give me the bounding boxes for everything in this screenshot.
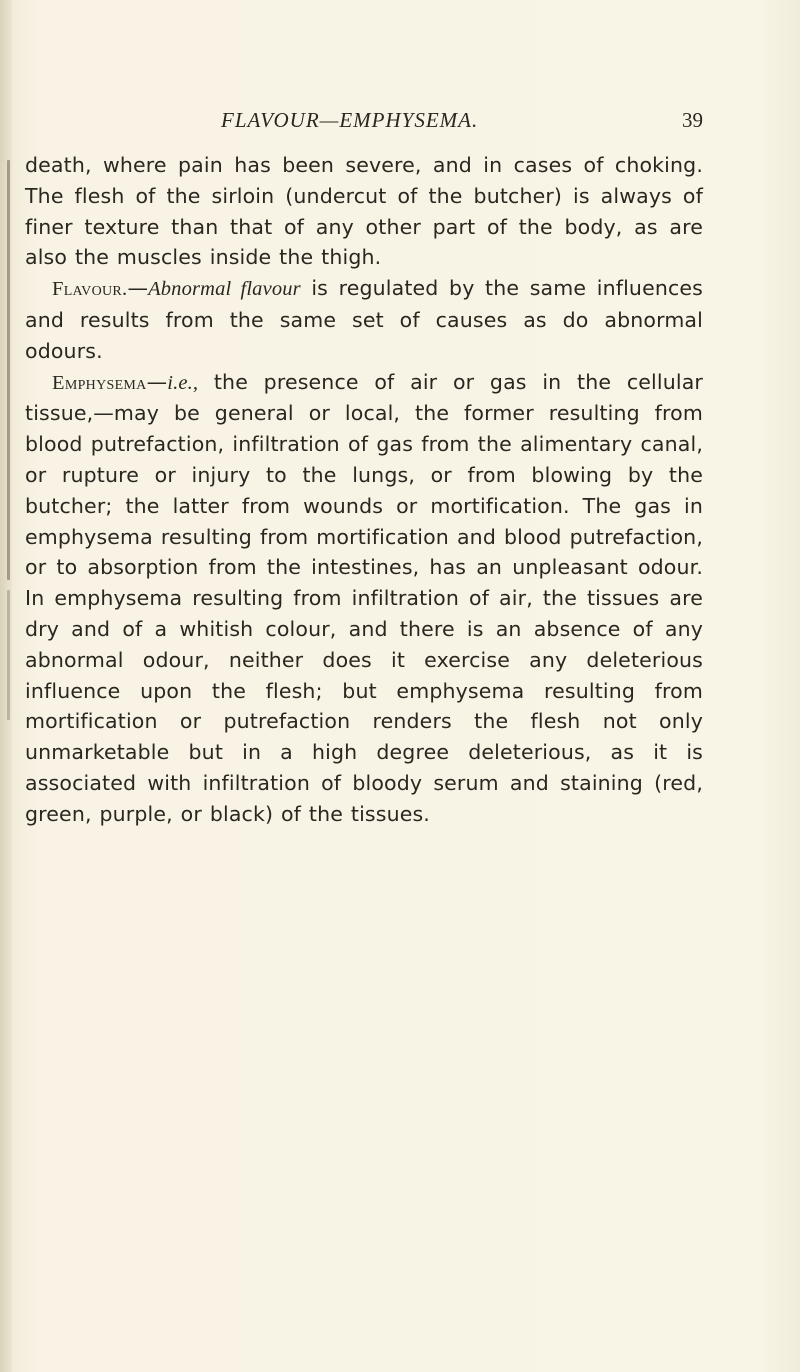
section-heading-emphysema: Emphysema (52, 371, 147, 394)
paragraph-text: is regulated by the same influences and results from the same set of causes as do abnormal odours. (25, 276, 703, 363)
paragraph-continuation (25, 150, 703, 273)
paragraph-text: death, where pain has been severe, and in cases of choking. The flesh of the sirloin (undercut of the butcher) is always of finer texture than that of any other part of the body, as are also the muscles inside the thigh. (25, 153, 703, 270)
page-number: 39 (682, 108, 703, 132)
italic-term: i.e., (167, 371, 199, 394)
em-dash: — (127, 276, 149, 301)
em-dash: — (146, 369, 168, 394)
body-text (25, 150, 703, 830)
binding-gutter (0, 0, 12, 1372)
section-heading-flavour: Flavour. (52, 278, 128, 301)
paragraph-emphysema (25, 367, 703, 830)
gutter-shadow-mark (7, 160, 10, 580)
running-head (117, 108, 703, 136)
paragraph-flavour (25, 273, 703, 366)
italic-term: Abnormal flavour (148, 278, 301, 301)
running-title: FLAVOUR—EMPHYSEMA. (221, 108, 479, 132)
paragraph-text: the presence of air or gas in the cellular tissue,—may be general or local, the former resulting from blood putrefaction, infiltration of gas from the alimentary canal, or rupture or injury to the lungs, or from blowing by the butcher; the latter from wounds or mortification. The gas in emphysema resulting from mortification and blood putrefaction, or to absorption from the intestines, has an unpleasant odour. In emphysema resulting from infiltration of air, the tissues are dry and of a whitish colour, and there is an absence of any abnormal odour, neither does it exercise any deleterious influence upon the flesh; but emphysema resulting from mortification or putrefaction renders the flesh not only unmarketable but in a high degree deleterious, as it is associated with infiltration of bloody serum and staining (red, green, purple, or black) of the tissues. (25, 369, 703, 826)
gutter-shadow-mark (7, 590, 10, 720)
